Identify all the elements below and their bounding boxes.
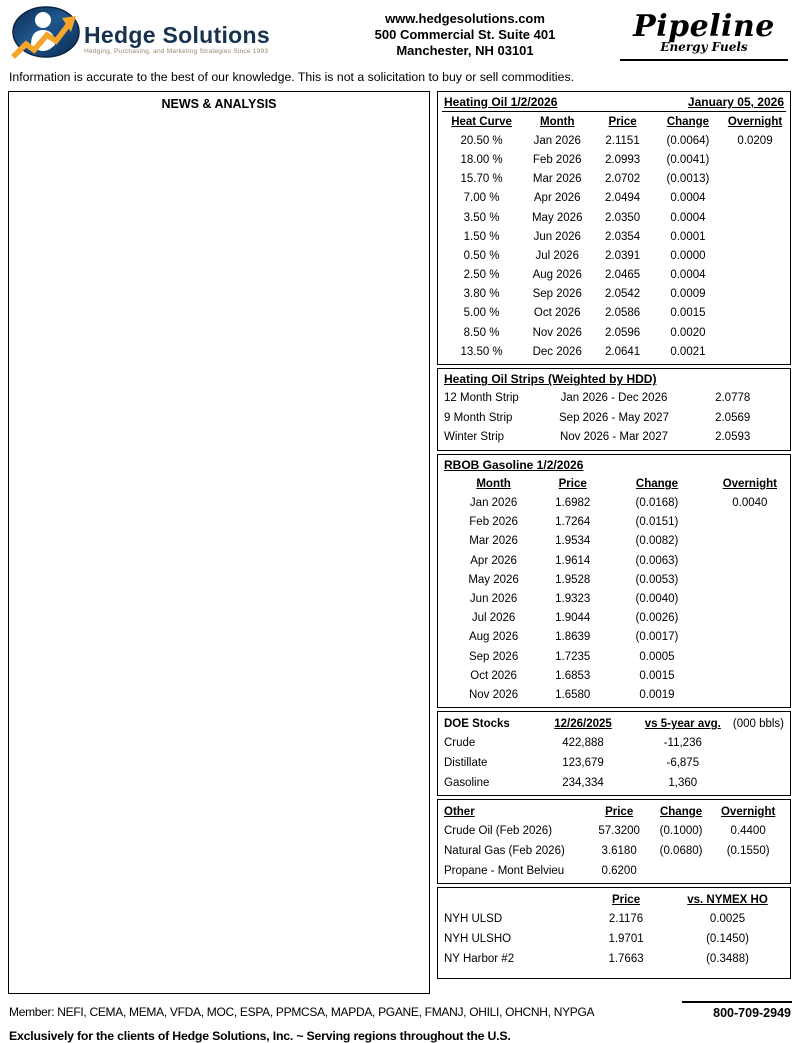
strips-table	[442, 388, 786, 447]
pipeline-logo-sub: Energy Fuels	[660, 40, 748, 54]
col-price: Price	[611, 894, 641, 906]
table-row	[442, 589, 786, 608]
overnight-cell	[714, 551, 786, 570]
heat-curve-cell: 18.00 %	[460, 153, 503, 166]
stocks-cell: 234,334	[562, 776, 604, 789]
vs-avg-cell: 1,360	[668, 776, 698, 789]
rbob-header-row	[442, 474, 786, 493]
rbob-gasoline-panel	[437, 454, 791, 708]
price-cell: 2.1176	[608, 913, 644, 926]
col-vs-nymex-ho: vs. NYMEX HO	[687, 894, 768, 906]
price-cell: 2.0586	[604, 307, 641, 320]
table-row	[442, 285, 786, 304]
change-cell: 0.0021	[670, 345, 706, 358]
price-cell: 2.0465	[604, 269, 641, 282]
empty-header	[442, 890, 583, 909]
col-overnight: Overnight	[727, 115, 783, 128]
price-cell: 2.0641	[604, 345, 641, 358]
heating-oil-panel	[437, 91, 791, 365]
table-row	[442, 428, 786, 448]
table-row	[442, 822, 786, 842]
pipeline-logo	[620, 9, 788, 61]
table-row	[442, 666, 786, 685]
month-cell: Jan 2026	[469, 497, 518, 509]
other-prices-panel	[437, 799, 791, 884]
main-content	[0, 91, 800, 994]
empty-cell	[728, 734, 786, 754]
month-cell: Sep 2026	[468, 650, 519, 663]
change-cell: (0.0680)	[659, 845, 703, 858]
vs-nymex-cell: (0.1450)	[706, 932, 749, 945]
price-cell: 2.0596	[604, 326, 641, 339]
table-row	[442, 227, 786, 246]
rbob-table	[442, 474, 786, 704]
logo-tagline: Hedging, Purchasing, and Marketing Strategies Since 1993	[84, 48, 269, 55]
product-cell: Gasoline	[444, 776, 490, 789]
table-row	[442, 929, 786, 949]
doe-title: DOE Stocks	[444, 718, 510, 731]
member-organizations: Member: NEFI, CEMA, MEMA, VFDA, MOC, ESPA, PPMCSA, MAPDA, PGANE, FMANJ, OHILI, OHCNH, NYPGA	[9, 1005, 595, 1019]
overnight-cell	[724, 304, 786, 323]
col-overnight: Overnight	[720, 806, 776, 819]
change-cell: 0.0004	[670, 192, 706, 205]
table-row	[442, 949, 786, 969]
price-cell: 1.6853	[555, 669, 591, 682]
heating-oil-title-row	[442, 94, 786, 112]
strip-price-cell: 2.0593	[715, 431, 751, 444]
month-cell: Oct 2026	[533, 307, 581, 320]
price-cell: 1.7264	[555, 516, 591, 529]
product-cell: Crude Oil (Feb 2026)	[444, 825, 553, 838]
overnight-cell	[724, 266, 786, 285]
overnight-cell	[714, 570, 786, 589]
overnight-cell	[724, 342, 786, 361]
change-cell: 0.0015	[670, 307, 706, 320]
strip-name-cell: 9 Month Strip	[444, 411, 513, 424]
logo-name: Hedge Solutions	[84, 22, 270, 48]
product-cell: Crude	[444, 737, 476, 750]
table-row	[442, 861, 786, 881]
price-cell: 0.6200	[601, 864, 637, 877]
strips-title: Heating Oil Strips (Weighted by HDD)	[444, 372, 657, 387]
product-cell: Distillate	[444, 757, 488, 770]
month-cell: Apr 2026	[470, 554, 517, 567]
change-cell: 0.0020	[670, 326, 706, 339]
news-analysis-panel	[8, 91, 430, 994]
overnight-cell	[724, 246, 786, 265]
price-cell: 2.0993	[604, 153, 641, 166]
heat-curve-cell: 3.50 %	[463, 211, 500, 224]
report-date: January 05, 2026	[687, 95, 784, 109]
month-cell: Jan 2026	[533, 134, 581, 147]
col-unit: (000 bbls)	[732, 718, 784, 731]
overnight-cell	[714, 609, 786, 628]
col-month: Month	[476, 477, 511, 490]
price-cell: 2.0542	[604, 288, 641, 301]
overnight-cell: 0.0040	[732, 497, 768, 509]
change-cell	[652, 861, 710, 881]
price-cell: 2.0391	[604, 249, 641, 262]
month-cell: May 2026	[531, 211, 583, 224]
month-cell: Dec 2026	[532, 345, 582, 358]
price-cell: 1.9528	[555, 573, 591, 586]
table-row	[442, 208, 786, 227]
product-cell: NYH ULSD	[444, 913, 503, 926]
strip-price-cell: 2.0778	[715, 392, 751, 405]
month-cell: Nov 2026	[532, 326, 582, 339]
change-cell: (0.0017)	[635, 631, 679, 644]
overnight-cell	[714, 513, 786, 532]
table-row	[442, 609, 786, 628]
product-cell: NYH ULSHO	[444, 932, 512, 945]
heat-curve-cell: 8.50 %	[463, 326, 500, 339]
product-cell: NY Harbor #2	[444, 952, 515, 965]
table-row	[442, 304, 786, 323]
nyh-prices-table	[442, 890, 786, 968]
table-row	[442, 753, 786, 773]
heat-curve-cell: 20.50 %	[460, 134, 503, 147]
overnight-cell	[724, 285, 786, 304]
heat-curve-cell: 7.00 %	[463, 192, 500, 205]
overnight-cell	[724, 170, 786, 189]
stocks-cell: 123,679	[562, 757, 604, 770]
other-header-row	[442, 802, 786, 821]
heat-curve-cell: 1.50 %	[463, 230, 500, 243]
overnight-cell	[714, 628, 786, 647]
heat-curve-cell: 5.00 %	[463, 307, 500, 320]
change-cell: (0.1000)	[659, 825, 703, 838]
price-cell: 2.0494	[604, 192, 641, 205]
price-cell: 57.3200	[598, 825, 640, 838]
heating-oil-header-row	[442, 112, 786, 131]
col-change: Change	[635, 477, 679, 490]
strip-range-cell: Jan 2026 - Dec 2026	[560, 392, 668, 405]
price-cell: 1.9323	[555, 592, 591, 605]
strip-name-cell: Winter Strip	[444, 431, 505, 444]
change-cell: (0.0053)	[635, 573, 679, 586]
overnight-cell	[724, 189, 786, 208]
page-footer	[0, 997, 800, 1043]
heating-oil-strips-panel	[437, 368, 791, 451]
strip-price-cell: 2.0569	[715, 411, 751, 424]
page-header	[0, 0, 800, 62]
price-cell: 1.7235	[555, 650, 591, 663]
market-data-column	[437, 91, 791, 994]
change-cell: (0.0168)	[635, 497, 679, 509]
col-overnight: Overnight	[722, 477, 778, 490]
price-cell: 1.6580	[555, 688, 591, 701]
overnight-cell	[714, 589, 786, 608]
table-row	[442, 388, 786, 408]
price-cell: 1.9534	[555, 535, 591, 548]
overnight-cell	[710, 861, 786, 881]
month-cell: Mar 2026	[532, 173, 582, 186]
vs-avg-cell: -11,236	[663, 737, 702, 750]
heat-curve-cell: 2.50 %	[463, 269, 500, 282]
month-cell: Nov 2026	[468, 688, 519, 701]
table-row	[442, 342, 786, 361]
heat-curve-cell: 3.80 %	[463, 288, 500, 301]
col-vs-avg: vs 5-year avg.	[644, 718, 721, 731]
heat-curve-cell: 0.50 %	[463, 249, 500, 262]
nyh-header-row	[442, 890, 786, 909]
table-row	[442, 408, 786, 428]
heat-curve-cell: 13.50 %	[460, 345, 503, 358]
overnight-cell	[724, 323, 786, 342]
company-website: www.hedgesolutions.com	[385, 11, 545, 26]
month-cell: Feb 2026	[469, 516, 518, 529]
price-cell: 2.0350	[604, 211, 641, 224]
month-cell: May 2026	[468, 573, 519, 586]
company-city: Manchester, NH 03101	[396, 43, 534, 58]
month-cell: Feb 2026	[532, 153, 582, 166]
table-row	[442, 323, 786, 342]
overnight-cell	[714, 685, 786, 704]
overnight-cell	[714, 666, 786, 685]
company-address	[310, 5, 620, 59]
doe-stocks-panel	[437, 711, 791, 796]
table-row	[442, 532, 786, 551]
price-cell: 2.1151	[605, 134, 640, 147]
table-row	[442, 493, 786, 512]
other-prices-table	[442, 802, 786, 880]
month-cell: Apr 2026	[533, 192, 581, 205]
table-row	[442, 246, 786, 265]
change-cell: 0.0004	[670, 269, 706, 282]
table-row	[442, 189, 786, 208]
month-cell: Aug 2026	[532, 269, 582, 282]
hedge-solutions-globe-arrow-icon	[10, 5, 80, 67]
vs-nymex-cell: (0.3488)	[706, 952, 749, 965]
company-street: 500 Commercial St. Suite 401	[374, 27, 556, 42]
price-cell: 1.9614	[555, 554, 591, 567]
change-cell: (0.0063)	[635, 554, 679, 567]
change-cell: (0.0013)	[666, 173, 710, 186]
doe-stocks-table	[442, 714, 786, 792]
rbob-title: RBOB Gasoline 1/2/2026	[444, 458, 584, 473]
hedge-solutions-logo	[10, 5, 310, 67]
col-change: Change	[659, 806, 703, 819]
col-price: Price	[558, 477, 587, 490]
col-change: Change	[666, 115, 710, 128]
logo-text-block	[84, 23, 270, 55]
strip-name-cell: 12 Month Strip	[444, 392, 519, 405]
change-cell: 0.0001	[670, 230, 706, 243]
table-row	[442, 513, 786, 532]
table-row	[442, 266, 786, 285]
overnight-cell: (0.1550)	[726, 845, 770, 858]
change-cell: (0.0151)	[635, 516, 679, 529]
month-cell: Aug 2026	[468, 631, 519, 644]
strip-range-cell: Nov 2026 - Mar 2027	[559, 431, 668, 444]
table-row	[442, 910, 786, 930]
overnight-cell	[724, 150, 786, 169]
footer-tagline: Exclusively for the clients of Hedge Solutions, Inc. ~ Serving regions throughout the U.S.	[9, 1029, 511, 1043]
col-price: Price	[605, 806, 634, 819]
change-cell: 0.0009	[670, 288, 706, 301]
change-cell: (0.0026)	[635, 612, 679, 625]
month-cell: Jul 2026	[471, 612, 516, 625]
vs-nymex-cell: 0.0025	[709, 913, 746, 926]
change-cell: (0.0082)	[635, 535, 679, 548]
table-row	[442, 570, 786, 589]
heating-oil-table	[442, 112, 786, 361]
disclaimer-text: Information is accurate to the best of our knowledge. This is not a solicitation to buy or sell commodities.	[9, 70, 575, 84]
table-row	[442, 647, 786, 666]
overnight-cell	[714, 532, 786, 551]
heating-oil-title: Heating Oil 1/2/2026	[444, 95, 558, 109]
month-cell: Mar 2026	[469, 535, 518, 548]
table-row	[442, 551, 786, 570]
price-cell: 1.8639	[555, 631, 591, 644]
table-row	[442, 170, 786, 189]
price-cell: 3.6180	[601, 845, 637, 858]
stocks-cell: 422,888	[562, 737, 604, 750]
col-heat-curve: Heat Curve	[451, 115, 512, 128]
table-row	[442, 150, 786, 169]
month-cell: Sep 2026	[532, 288, 582, 301]
overnight-cell: 0.0209	[737, 134, 773, 147]
empty-cell	[728, 753, 786, 773]
price-cell: 1.7663	[608, 952, 644, 965]
change-cell: 0.0005	[639, 650, 675, 663]
table-row	[442, 773, 786, 793]
price-cell: 2.0354	[604, 230, 641, 243]
table-row	[442, 628, 786, 647]
heat-curve-cell: 15.70 %	[460, 173, 503, 186]
table-row	[442, 131, 786, 150]
price-cell: 1.9044	[555, 612, 591, 625]
price-cell: 2.0702	[604, 173, 641, 186]
table-row	[442, 685, 786, 704]
nyh-prices-panel	[437, 887, 791, 979]
change-cell: 0.0004	[670, 211, 706, 224]
empty-cell	[728, 773, 786, 793]
col-month: Month	[539, 115, 575, 128]
other-title: Other	[444, 806, 475, 819]
product-cell: Propane - Mont Belvieu	[444, 864, 565, 877]
col-date: 12/26/2025	[554, 718, 612, 731]
price-cell: 1.6982	[555, 497, 591, 509]
overnight-cell	[724, 227, 786, 246]
change-cell: (0.0041)	[666, 153, 710, 166]
product-cell: Natural Gas (Feb 2026)	[444, 845, 565, 858]
change-cell: 0.0019	[639, 688, 675, 701]
news-analysis-title: NEWS & ANALYSIS	[161, 97, 277, 111]
change-cell: 0.0015	[639, 669, 675, 682]
overnight-cell	[724, 208, 786, 227]
month-cell: Jun 2026	[533, 230, 581, 243]
strip-range-cell: Sep 2026 - May 2027	[559, 411, 669, 424]
pipeline-logo-name: Pipeline	[633, 9, 775, 44]
month-cell: Jun 2026	[469, 592, 518, 605]
vs-avg-cell: -6,875	[666, 757, 700, 770]
month-cell: Oct 2026	[470, 669, 517, 682]
change-cell: 0.0000	[670, 249, 706, 262]
change-cell: (0.0064)	[666, 134, 710, 147]
change-cell: (0.0040)	[635, 592, 679, 605]
table-row	[442, 841, 786, 861]
doe-header-row	[442, 714, 786, 733]
table-row	[442, 734, 786, 754]
overnight-cell: 0.4400	[730, 825, 766, 838]
col-price: Price	[608, 115, 637, 128]
month-cell: Jul 2026	[535, 249, 579, 262]
price-cell: 1.9701	[608, 932, 644, 945]
overnight-cell	[714, 647, 786, 666]
phone-number: 800-709-2949	[682, 1001, 792, 1020]
